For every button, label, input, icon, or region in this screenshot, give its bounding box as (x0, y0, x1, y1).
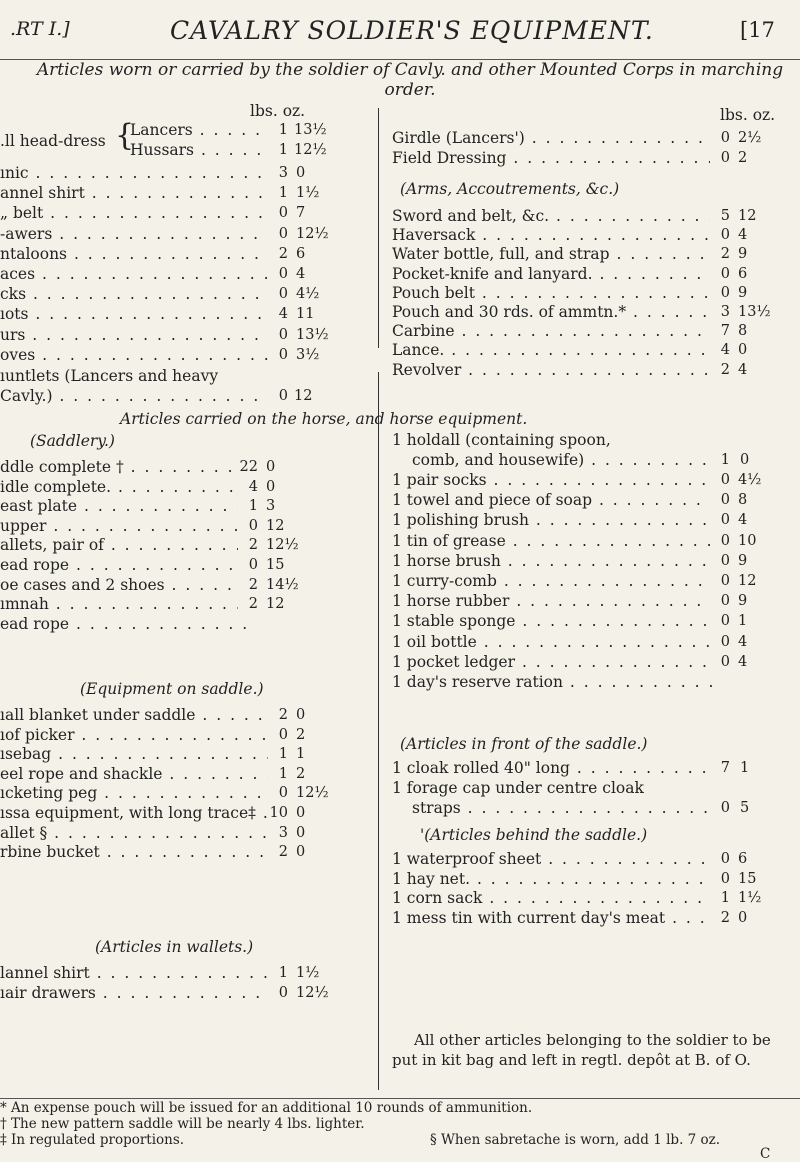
item-lbs: 0 (720, 851, 730, 867)
item-oz: 12 (266, 596, 285, 613)
footnote-ddagger: ‡ In regulated proportions. (0, 1132, 185, 1148)
item-lbs: 0 (720, 284, 730, 301)
item-lbs: 2 (720, 909, 730, 926)
item-label: 1 waterproof sheet . . . (392, 849, 710, 869)
item-label: ısebag . . . (0, 744, 268, 764)
item-oz: 15 (738, 870, 757, 887)
page-number: [17 (740, 18, 775, 42)
item-label: ıots . . . (0, 304, 268, 324)
item-label: annel shirt . . . (0, 183, 268, 203)
table-row (392, 360, 770, 380)
item-oz: 10 (738, 532, 757, 549)
row-holdall: comb, and housewife) . . . 1 0 (392, 450, 772, 470)
item-lbs: 2 (248, 596, 258, 613)
item-oz: 4½ (738, 472, 762, 488)
item-label: ıall blanket under saddle . . . (0, 705, 268, 725)
table-row (0, 555, 298, 575)
table-row (392, 490, 770, 510)
holdall-line1: 1 holdall (containing spoon, (392, 431, 611, 449)
item-label: oe cases and 2 shoes . . . (0, 575, 238, 595)
table-row (0, 535, 298, 555)
item-lbs: 0 (720, 532, 730, 549)
item-lbs: 3 (278, 824, 288, 841)
table-row (392, 571, 770, 591)
column-divider-top (378, 108, 379, 348)
item-label: east plate . . . (0, 496, 238, 516)
item-label: 1 pocket ledger . . . (392, 652, 710, 672)
item-label: 1 mess tin with current day's meat . . . (392, 908, 710, 928)
item-label: 1 tin of grease . . . (392, 531, 710, 551)
item-label: rbine bucket . . . (0, 842, 268, 862)
item-label: ead rope . . . (0, 555, 238, 575)
item-oz: 4 (738, 633, 748, 650)
row-cloak: 1 cloak rolled 40" long . . . 7 1 (392, 758, 772, 778)
item-oz: 0 (738, 909, 748, 926)
item-oz: 4 (296, 266, 306, 282)
item-oz: 0 (296, 707, 306, 723)
item-oz: 1 (296, 746, 306, 763)
item-lbs: 0 (720, 593, 730, 610)
table-row (0, 244, 328, 264)
item-oz: 2 (296, 765, 306, 782)
behind-heading: '(Articles behind the saddle.) (420, 826, 648, 844)
saddlery-heading: (Saddlery.) (30, 432, 115, 450)
item-lbs: 1 (278, 765, 288, 782)
item-label: 1 day's reserve ration . . . (392, 672, 718, 692)
item-lbs: 2 (248, 576, 258, 593)
item-label: allets, pair of . . . (0, 535, 238, 555)
item-oz: 0 (266, 459, 276, 475)
item-lbs: 2 (720, 361, 730, 378)
brace: { (115, 118, 135, 153)
item-oz: 9 (738, 593, 748, 610)
item-label: lannel shirt . . . (0, 963, 268, 983)
item-lbs: 1 (278, 746, 288, 763)
table-row (392, 206, 770, 226)
item-lbs: 2 (720, 246, 730, 263)
item-lbs: 2 (278, 245, 288, 262)
item-label: ıair drawers . . . (0, 983, 268, 1003)
item-label: 1 corn sack . . . (392, 888, 710, 908)
item-oz: 2½ (738, 130, 762, 146)
table-row (0, 264, 328, 284)
item-oz: 0 (738, 342, 748, 359)
item-lbs: 7 (720, 323, 730, 340)
item-lbs: 0 (720, 633, 730, 650)
item-lbs: 4 (720, 342, 730, 359)
item-label: Pouch belt . . . (392, 283, 710, 303)
item-oz: 4 (738, 361, 748, 378)
item-lbs: 0 (720, 870, 730, 887)
table-row (0, 842, 328, 862)
item-lbs: 0 (720, 265, 730, 282)
item-label: Girdle (Lancers') . . . (392, 128, 710, 148)
horse-heading: Articles carried on the horse, and horse equipment. (120, 410, 528, 428)
item-lbs: 0 (248, 517, 258, 534)
signature-mark: C (760, 1146, 771, 1162)
item-oz: 9 (738, 246, 748, 263)
item-label: eel rope and shackle . . . (0, 764, 268, 784)
item-label: oves . . . (0, 345, 268, 365)
running-header (0, 14, 800, 54)
item-lbs: 22 (239, 459, 258, 475)
table-row (0, 725, 328, 745)
units-right: lbs. oz. (720, 106, 776, 124)
table-row (0, 224, 328, 244)
item-label: Pouch and 30 rds. of ammtn.* . . . (392, 302, 710, 322)
item-lbs: 10 (269, 805, 288, 821)
item-label: upper . . . (0, 516, 238, 536)
item-oz: 0 (296, 805, 306, 821)
item-label: 1 towel and piece of soap . . . (392, 490, 710, 510)
footnote-star: * An expense pouch will be issued for an additional 10 rounds of ammunition. (0, 1100, 533, 1116)
item-oz: 2 (296, 726, 306, 743)
footnote-rule (0, 1098, 800, 1099)
item-label: Revolver . . . (392, 360, 710, 380)
table-row (392, 531, 770, 551)
wallets-heading: (Articles in wallets.) (95, 938, 254, 956)
item-lbs: 1 (248, 498, 258, 515)
item-oz: 8 (738, 323, 748, 340)
kit-bag-note: All other articles belonging to the soldier to be put in kit bag and left in regtl. depôt at B. of O. (392, 1031, 771, 1069)
item-label: 1 horse rubber . . . (392, 591, 710, 611)
table-row (0, 183, 328, 203)
table-row (0, 325, 328, 345)
item-label: ıssa equipment, with long trace‡ . . . (0, 803, 268, 823)
table-row (392, 283, 770, 303)
table-row (392, 849, 770, 869)
item-lbs: 0 (278, 286, 288, 303)
item-lbs: 0 (278, 785, 288, 802)
item-oz: 0 (296, 165, 306, 181)
table-row (0, 457, 298, 477)
table-row (392, 264, 770, 284)
item-lbs: 0 (720, 653, 730, 670)
table-row (392, 888, 770, 908)
item-oz: 4 (738, 512, 748, 529)
table-row (392, 510, 770, 530)
item-oz: 15 (266, 557, 285, 573)
table-row (0, 477, 298, 497)
item-lbs: 0 (720, 573, 730, 589)
item-oz: 9 (738, 284, 748, 301)
table-row (0, 203, 328, 223)
item-lbs: 3 (720, 304, 730, 320)
item-lbs: 2 (278, 707, 288, 723)
item-lbs: 0 (720, 130, 730, 146)
item-label: Pocket-knife and lanyard. . . . (392, 264, 710, 284)
item-oz: 11 (296, 306, 315, 323)
table-row (392, 908, 770, 928)
item-oz: 12 (738, 573, 757, 589)
forage-line1: 1 forage cap under centre cloak (392, 779, 644, 797)
item-oz: 9 (738, 552, 748, 569)
item-label: ınic . . . (0, 163, 268, 183)
item-label: ımnah . . . (0, 594, 238, 614)
table-row (0, 983, 328, 1003)
row-hussars: Hussars . . . 1 12½ (130, 140, 370, 160)
column-divider-bottom (378, 372, 379, 1090)
item-oz: 12 (266, 517, 285, 534)
table-row (0, 163, 328, 183)
item-oz: 13½ (738, 304, 771, 320)
item-lbs: 3 (278, 165, 288, 181)
item-lbs: 0 (278, 225, 288, 242)
item-lbs: 0 (720, 150, 730, 166)
table-row (392, 869, 770, 889)
item-lbs: 0 (720, 227, 730, 244)
item-oz: 6 (296, 245, 306, 262)
item-oz: 3½ (296, 346, 320, 363)
item-lbs: 0 (278, 326, 288, 343)
table-row (392, 321, 770, 341)
item-label: 1 oil bottle . . . (392, 632, 710, 652)
item-oz: 6 (738, 851, 748, 867)
table-row (392, 652, 770, 672)
item-label: Field Dressing . . . (392, 148, 710, 168)
item-oz: 12½ (296, 984, 329, 1001)
item-label: 1 horse brush . . . (392, 551, 710, 571)
table-row (392, 672, 770, 692)
item-oz: 12 (738, 208, 757, 224)
table-row (0, 516, 298, 536)
intro-heading: Articles worn or carried by the soldier of Cavly. and other Mounted Corps in marching order. (36, 60, 784, 100)
table-row (392, 244, 770, 264)
table-row (0, 594, 298, 614)
item-lbs: 0 (248, 557, 258, 573)
item-lbs: 2 (278, 844, 288, 861)
table-row (0, 345, 328, 365)
item-lbs: 0 (720, 552, 730, 569)
item-oz: 3 (266, 498, 276, 515)
part-label: .RT I.] (10, 18, 70, 40)
item-oz: 7 (296, 205, 306, 222)
item-lbs: 0 (720, 613, 730, 630)
footnote-dagger: † The new pattern saddle will be nearly 4 lbs. lighter. (0, 1116, 365, 1132)
item-oz: 6 (738, 265, 748, 282)
item-lbs: 0 (720, 492, 730, 509)
item-label: Sword and belt, &c. . . . (392, 206, 710, 226)
table-row (392, 632, 770, 652)
table-row (0, 304, 328, 324)
table-row (392, 225, 770, 245)
table-row (0, 823, 328, 843)
item-lbs: 4 (248, 478, 258, 495)
table-row (392, 611, 770, 631)
item-lbs: 1 (720, 890, 730, 906)
item-oz: 14½ (266, 576, 299, 593)
item-label: -awers . . . (0, 224, 268, 244)
front-heading: (Articles in front of the saddle.) (400, 735, 648, 753)
item-lbs: 4 (278, 306, 288, 323)
item-label: ntaloons . . . (0, 244, 268, 264)
item-oz: 0 (296, 844, 306, 861)
item-oz: 2 (738, 150, 748, 166)
table-row (0, 496, 298, 516)
item-label: Water bottle, full, and strap . . . (392, 244, 710, 264)
item-oz: 0 (266, 478, 276, 495)
row-gauntlets-line1: ıuntlets (Lancers and heavy (0, 367, 219, 385)
item-oz: 1½ (296, 185, 320, 202)
item-label: 1 curry-comb . . . (392, 571, 710, 591)
item-label: 1 pair socks . . . (392, 470, 710, 490)
item-oz: 12½ (296, 785, 329, 802)
table-row (0, 963, 328, 983)
row-forage: straps . . . 0 5 (392, 798, 772, 818)
table-row (392, 470, 770, 490)
table-row (392, 148, 770, 168)
item-lbs: 0 (720, 512, 730, 529)
item-lbs: 0 (278, 984, 288, 1001)
item-oz: 1½ (738, 890, 762, 906)
table-row (0, 705, 328, 725)
item-oz: 4 (738, 227, 748, 244)
item-label: cks . . . (0, 284, 268, 304)
table-row (392, 128, 770, 148)
item-lbs: 0 (278, 726, 288, 743)
item-label: ıcketing peg . . . (0, 783, 268, 803)
table-row (392, 551, 770, 571)
table-row (392, 591, 770, 611)
row-lancers: Lancers . . . 1 13½ (130, 120, 370, 140)
item-label: 1 stable sponge . . . (392, 611, 710, 631)
item-oz: 1½ (296, 965, 320, 981)
item-oz: 8 (738, 492, 748, 509)
item-oz: 4½ (296, 286, 320, 303)
item-oz: 0 (296, 824, 306, 841)
item-lbs: 5 (720, 208, 730, 224)
page-title: CAVALRY SOLDIER'S EQUIPMENT. (170, 16, 654, 45)
item-label: „ belt . . . (0, 203, 268, 223)
footnote-section: § When sabretache is worn, add 1 lb. 7 oz. (430, 1132, 721, 1148)
table-row (0, 575, 298, 595)
item-lbs: 0 (278, 266, 288, 282)
item-oz: 13½ (296, 326, 329, 343)
item-oz: 12½ (266, 537, 299, 554)
item-lbs: 0 (720, 472, 730, 488)
item-label: Carbine . . . (392, 321, 710, 341)
table-row (392, 340, 770, 360)
item-oz: 1 (738, 613, 748, 630)
on-saddle-heading: (Equipment on saddle.) (80, 680, 264, 698)
table-row (0, 284, 328, 304)
item-label: 1 hay net. . . . (392, 869, 710, 889)
item-lbs: 0 (278, 346, 288, 363)
arms-heading: (Arms, Accoutrements, &c.) (400, 180, 620, 198)
item-lbs: 2 (248, 537, 258, 554)
item-lbs: 0 (278, 205, 288, 222)
row-gauntlets: Cavly.) . . . 0 12 (0, 386, 370, 406)
item-label: ıof picker . . . (0, 725, 268, 745)
table-row (392, 302, 770, 322)
item-label: idle complete. . . . (0, 477, 238, 497)
table-row (0, 744, 328, 764)
item-label: ddle complete † . . . (0, 457, 238, 477)
item-label: ead rope . . . (0, 614, 246, 634)
item-label: 1 polishing brush . . . (392, 510, 710, 530)
item-oz: 4 (738, 653, 748, 670)
item-label: urs . . . (0, 325, 268, 345)
item-label: Lance. . . . (392, 340, 710, 360)
table-row (0, 764, 328, 784)
item-label: aces . . . (0, 264, 268, 284)
head-dress-label: .ll head-dress (0, 132, 106, 150)
item-lbs: 1 (278, 185, 288, 202)
table-row (0, 803, 328, 823)
table-row (0, 614, 298, 634)
item-label: allet § . . . (0, 823, 268, 843)
item-label: Haversack . . . (392, 225, 710, 245)
item-oz: 12½ (296, 225, 329, 242)
item-lbs: 1 (278, 965, 288, 981)
units-left: lbs. oz. (250, 102, 306, 120)
table-row (0, 783, 328, 803)
